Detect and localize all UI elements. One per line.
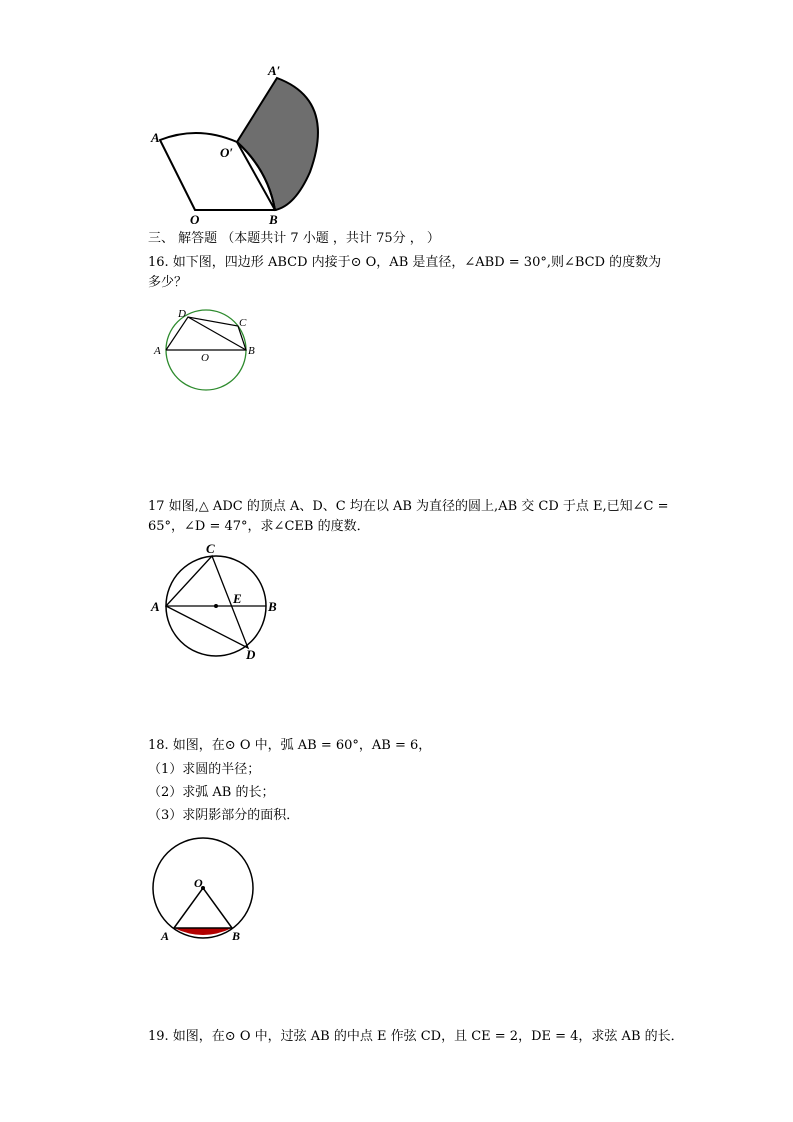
label-o: O (190, 212, 200, 227)
section-heading: 三、 解答题 （本题共计 7 小题 ，共计 75分 ， ） (148, 231, 440, 246)
figure-q16 (150, 302, 265, 397)
label-d: D (246, 647, 256, 662)
q18-text-line2: （1）求圆的半径； (148, 762, 261, 777)
shaded-region (237, 78, 318, 210)
label-a: A (161, 929, 170, 943)
label-o-prime: O′ (220, 145, 234, 160)
label-b: B (248, 345, 255, 357)
label-b: B (268, 599, 277, 614)
figure-q17 (148, 538, 288, 663)
q18-text-line1: 18. 如图，在⊙ O 中，弧 AB = 60°，AB = 6， (148, 738, 432, 753)
label-o: O (201, 352, 209, 364)
q19-text-line1: 19. 如图，在⊙ O 中，过弦 AB 的中点 E 作弦 CD，且 CE = 2，DE = 4，求弦 AB 的长． (148, 1029, 684, 1044)
label-a-prime: A′ (268, 63, 281, 78)
label-a: A (151, 599, 160, 614)
label-c: C (206, 541, 215, 556)
label-b: B (269, 212, 278, 227)
q16-text-line2: 多少？ (148, 275, 188, 290)
q17-text-line2: 65°，∠D = 47°，求∠CEB 的度数． (148, 519, 370, 534)
label-o: O (194, 876, 203, 890)
figure-q15 (140, 60, 330, 230)
label-b: B (232, 929, 241, 943)
label-a: A (151, 130, 160, 145)
q18-text-line3: （2）求弧 AB 的长； (148, 785, 275, 800)
label-a: A (154, 345, 161, 357)
q16-text-line1: 16. 如下图，四边形 ABCD 内接于⊙ O，AB 是直径，∠ABD = 30°,则∠BCD 的度数为 (148, 255, 662, 270)
label-d: D (178, 308, 186, 320)
q17-text-line1: 17 如图,△ ADC 的顶点 A、D、C 均在以 AB 为直径的圆上,AB 交 CD 于点 E,已知∠C = (148, 499, 669, 514)
label-e: E (233, 591, 242, 606)
label-c: C (239, 317, 247, 329)
triangle-oab (174, 888, 232, 928)
center-dot (214, 604, 218, 608)
q18-text-line4: （3）求阴影部分的面积． (148, 808, 300, 823)
figure-q18 (148, 838, 263, 948)
